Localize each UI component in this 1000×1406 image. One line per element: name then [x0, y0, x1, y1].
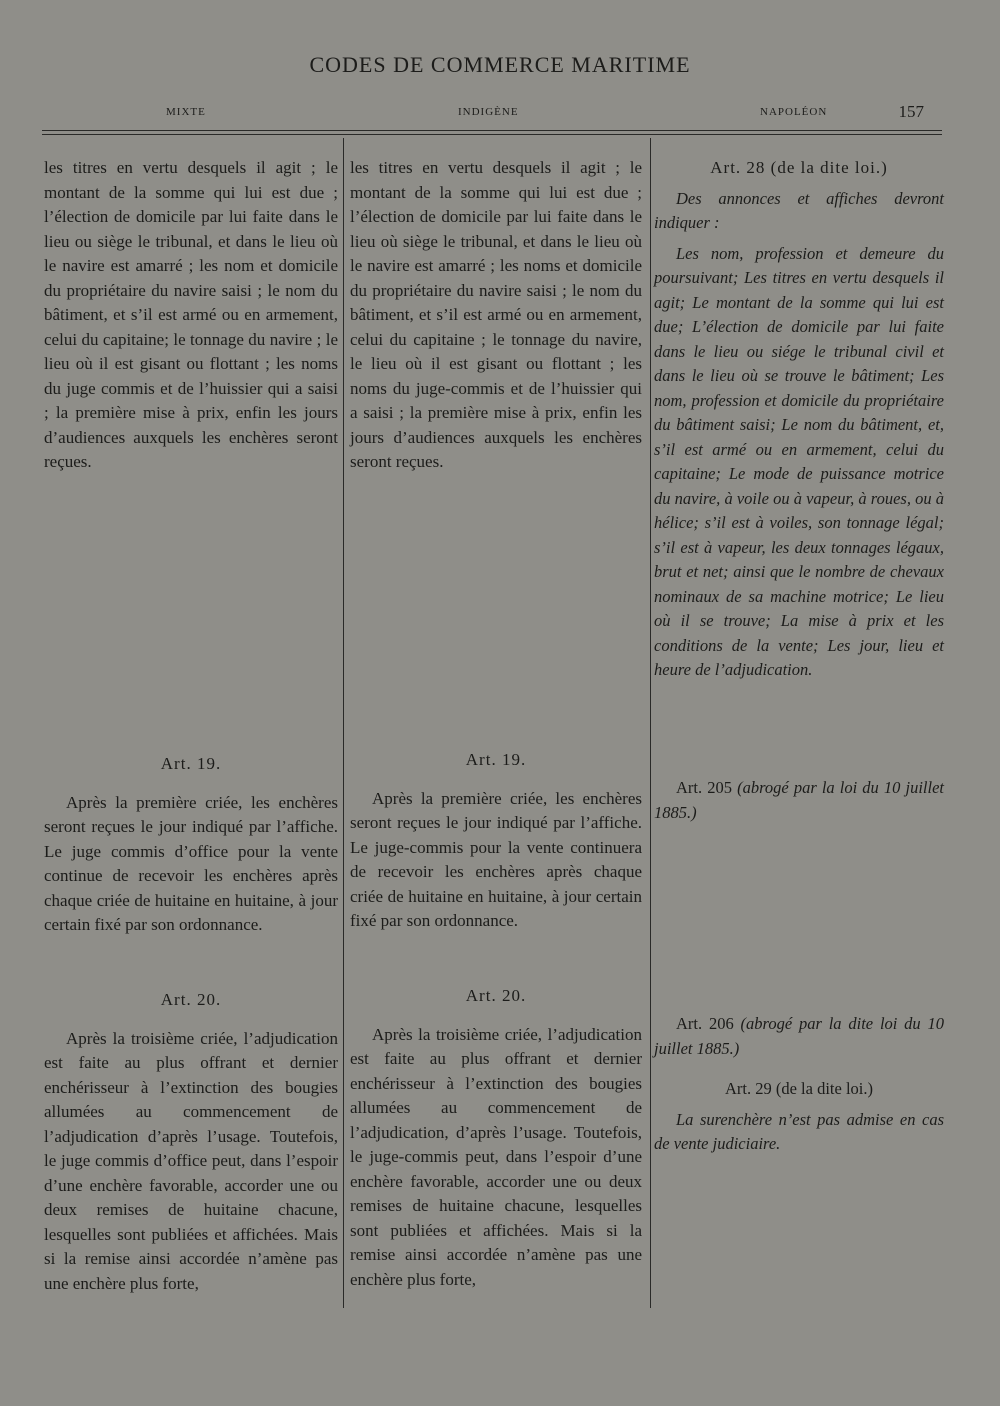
column-divider-right — [650, 138, 651, 1308]
napoleon-art205 — [654, 776, 944, 825]
napoleon-art28-lead: Des annonces et affiches devront indiquer : — [654, 188, 944, 232]
page-title: CODES DE COMMERCE MARITIME — [309, 52, 691, 77]
column-indigene — [350, 156, 642, 475]
napoleon-art29-title: Art. 29 (de la dite loi.) — [724, 1079, 873, 1098]
column-mixte-art20 — [44, 988, 338, 1296]
column-indigene-art20 — [350, 984, 642, 1292]
column-indigene-art19 — [350, 748, 642, 934]
column-divider-left — [343, 138, 344, 1308]
indigene-art19-text: Après la première criée, les enchères seront reçues le jour indiqué par l’affiche. Le juge-commis pour la vente continuera de recevoir les enchères après chaque criée de huitaine en huitaine, à jour certain fixé par son ordonnance. — [350, 788, 642, 930]
header-rule-bottom — [42, 134, 942, 135]
column-mixte — [44, 156, 338, 475]
napoleon-art206 — [654, 1012, 944, 1061]
header-rule-top — [42, 130, 942, 131]
column-head-mixte: MIXTE — [166, 106, 206, 118]
napoleon-art206-title: Art. 206 — [676, 1014, 734, 1033]
mixte-art19-text: Après la première criée, les enchères seront reçues le jour indiqué par l’affiche. Le juge commis d’office pour la vente continue de recevoir les enchères après chaque criée de huitaine en huitaine, à jour certain fixé par son ordonnance. — [44, 792, 338, 934]
mixte-art20-text: Après la troisième criée, l’adjudication est faite au plus offrant et dernier enchérisseur à l’extinction des bougies allumées au commencement de l’adjudication d’après l’usage. Toutefois, le juge commis d’office peut, dans l’espoir d’une enchère favorable, accorder une ou deux remises de huitaine chacune, lesquelles sont publiées et affichées. Mais si la remise ainsi accordée n’amène pas une enchère plus forte, — [44, 1028, 338, 1293]
napoleon-art205-text: (abrogé par la loi du 10 juillet 1885.) — [654, 778, 945, 822]
napoleon-art28-text: Les nom, profession et demeure du poursuivant; Les titres en vertu desquels il agit; Le montant de la somme qui lui est due; L’élection de domicile par lui faite dans le lieu ou siége le tribunal civil et dans le lieu où se trouve le bâtiment; Les nom, profession et domicile du propriétaire du bâtiment saisi; Le nom du bâtiment, et, s’il est armé ou en armement, celui du capitaine; Le mode de puissance motrice du navire, à voile ou à vapeur, à roues, ou à hélice; s’il est à voiles, son tonnage légal; s’il est à vapeur, les deux tonnages légaux, brut et net; ainsi que le nombre de chevaux nominaux de sa machine motrice; Le lieu où il se trouve; La mise à prix et les conditions de la vente; Les jour, lieu et heure de l’adjudication. — [654, 243, 944, 679]
column-napoleon-art205 — [654, 776, 944, 825]
column-head-indigene: INDIGÈNE — [458, 106, 519, 118]
page-number: 157 — [898, 102, 924, 121]
column-mixte-art19 — [44, 752, 338, 938]
napoleon-art205-title: Art. 205 — [676, 778, 732, 797]
indigene-art19-title: Art. 19. — [465, 750, 527, 769]
column-napoleon-art206 — [654, 1012, 944, 1157]
column-head-napoleon: NAPOLÉON — [760, 106, 828, 118]
mixte-intro-text: les titres en vertu desquels il agit ; le montant de la somme qui lui est due ; l’élection de domicile par lui faite dans le lieu ou siège le tribunal, et dans le lieu où le navire est amarré ; les nom et domicile du propriétaire du navire saisi ; le nom du bâtiment, et s’il est armé ou en armement, celui du capitaine; le tonnage du navire ; le lieu où il est gisant ou flottant ; les noms du juge commis et de l’huissier qui a saisi ; la première mise à prix, enfin les jours d’audiences auxquels les enchères seront reçues. — [44, 158, 338, 471]
napoleon-art206-text: (abrogé par la dite loi du 10 juillet 1885.) — [654, 1014, 945, 1058]
column-napoleon — [654, 156, 944, 683]
mixte-art19-title: Art. 19. — [160, 754, 222, 773]
indigene-art20-title: Art. 20. — [465, 986, 527, 1005]
napoleon-art28-title: Art. 28 (de la dite loi.) — [710, 158, 888, 177]
napoleon-art29-text: La surenchère n’est pas admise en cas de vente judiciaire. — [654, 1109, 944, 1153]
mixte-art20-title: Art. 20. — [160, 990, 222, 1009]
indigene-art20-text: Après la troisième criée, l’adjudication est faite au plus offrant et dernier enchérisseur à l’extinction des bougies allumées au commencement de l’adjudication, d’après l’usage. Toutefois, le juge-commis peut, dans l’espoir d’une enchère favorable, accorder une ou deux remises de huitaine chacune, lesquelles sont publiées et affichées. Mais si la remise ainsi accordée n’amène pas une enchère plus forte, — [350, 1024, 642, 1289]
indigene-intro-text: les titres en vertu desquels il agit ; le montant de la somme qui lui est due ; l’élection de domicile par lui faite dans le lieu où siège le tribunal, et dans le lieu où le navire est amarré ; les noms et domicile du propriétaire du navire saisi ; le nom du bâtiment, et s’il est armé ou en armement, celui du capitaine ; le tonnage du navire, le lieu où il est gisant ou flottant ; les noms du juge-commis et de l’huissier qui a saisi ; la première mise à prix, enfin les jours d’audiences auxquels les enchères seront reçues. — [350, 158, 642, 471]
